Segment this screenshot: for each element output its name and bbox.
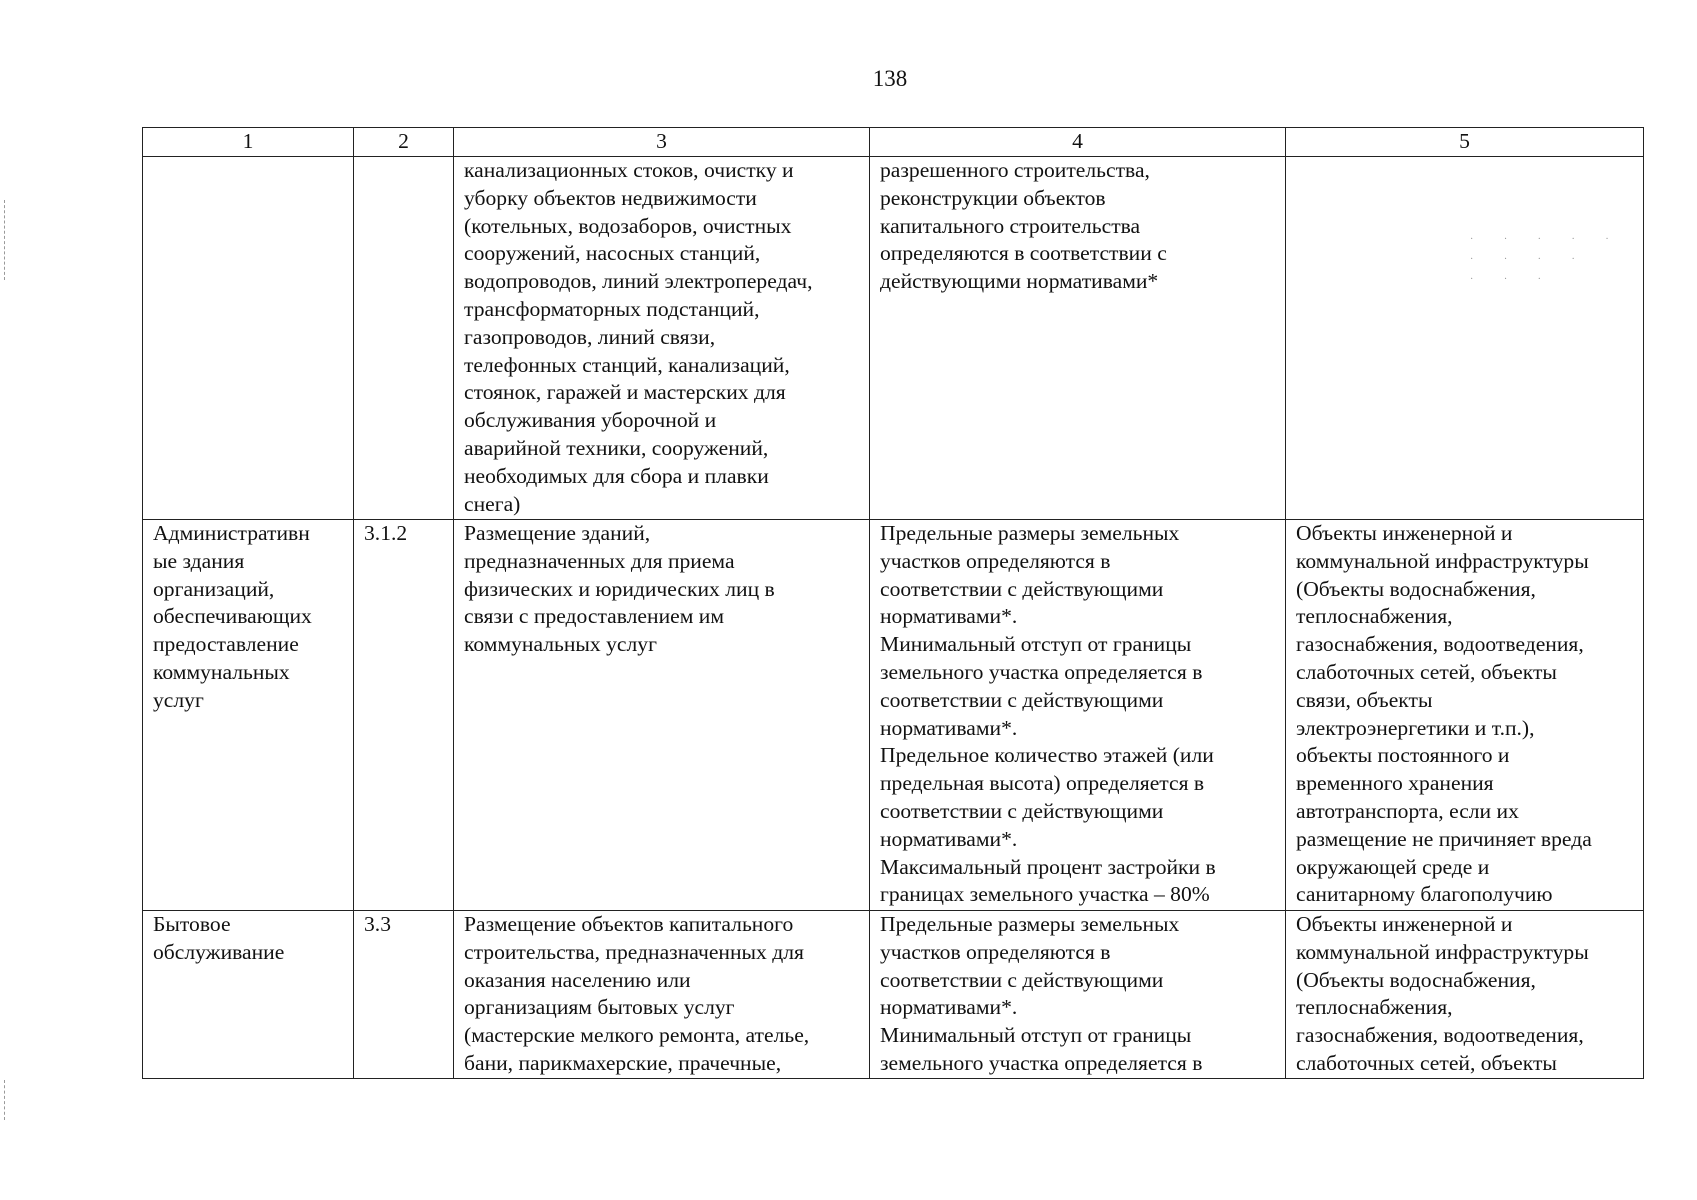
cell-text-line: организациям бытовых услуг bbox=[464, 995, 735, 1020]
cell-text-line: Минимальный отступ от границы bbox=[880, 632, 1192, 657]
cell-description bbox=[454, 911, 870, 1079]
cell-text-line: Максимальный процент застройки в bbox=[880, 854, 1216, 879]
cell-description bbox=[454, 157, 870, 520]
cell-text-line: обслуживание bbox=[153, 939, 285, 964]
header-col-3: 3 bbox=[454, 128, 870, 157]
cell-text-line: (Объекты водоснабжения, bbox=[1296, 576, 1536, 601]
cell-text-line: обеспечивающих bbox=[153, 604, 312, 629]
cell-text-line: связи с предоставлением им bbox=[464, 604, 724, 629]
cell-text-line: автотранспорта, если их bbox=[1296, 798, 1519, 823]
scan-speckles: · · · · · · · · · · · · bbox=[1470, 234, 1623, 285]
table-row bbox=[143, 157, 1644, 520]
header-col-4: 4 bbox=[870, 128, 1286, 157]
cell-auxiliary-uses bbox=[1286, 911, 1644, 1079]
cell-text-line: границах земельного участка – 80% bbox=[880, 882, 1210, 907]
cell-text-line: ые здания bbox=[153, 548, 245, 573]
cell-text-line: связи, объекты bbox=[1296, 687, 1433, 712]
header-col-1: 1 bbox=[143, 128, 354, 157]
cell-text-line: коммунальной инфраструктуры bbox=[1296, 939, 1589, 964]
cell-text-line: нормативами*. bbox=[880, 826, 1018, 851]
cell-text-line: организаций, bbox=[153, 576, 275, 601]
cell-text-line: канализационных стоков, очистку и bbox=[464, 158, 794, 182]
cell-text-line: теплоснабжения, bbox=[1296, 995, 1453, 1020]
cell-parameters bbox=[870, 911, 1286, 1079]
cell-text-line: соответствии с действующими bbox=[880, 967, 1164, 992]
cell-text-line: участков определяются в bbox=[880, 548, 1111, 573]
cell-text-line: объекты постоянного и bbox=[1296, 743, 1510, 768]
cell-text-line: Административн bbox=[153, 521, 310, 545]
cell-auxiliary-uses bbox=[1286, 520, 1644, 911]
zoning-table bbox=[142, 127, 1644, 1079]
cell-use-type bbox=[143, 911, 354, 1079]
header-col-5: 5 bbox=[1286, 128, 1644, 157]
cell-use-type bbox=[143, 157, 354, 520]
cell-text-line: электроэнергетики и т.п.), bbox=[1296, 715, 1535, 740]
cell-text-line: окружающей среде и bbox=[1296, 854, 1490, 879]
cell-text-line: нормативами*. bbox=[880, 604, 1018, 629]
cell-text-line: предоставление bbox=[153, 632, 299, 657]
cell-text-line: соответствии с действующими bbox=[880, 576, 1164, 601]
cell-text-line: необходимых для сбора и плавки bbox=[464, 463, 769, 488]
cell-text-line: оказания населению или bbox=[464, 967, 691, 992]
cell-text-line: слаботочных сетей, объекты bbox=[1296, 1050, 1557, 1075]
cell-text-line: разрешенного строительства, bbox=[880, 158, 1150, 182]
cell-text-line: Предельные размеры земельных bbox=[880, 521, 1180, 545]
cell-text-line: нормативами*. bbox=[880, 715, 1018, 740]
cell-text-line: земельного участка определяется в bbox=[880, 659, 1203, 684]
cell-text-line: Минимальный отступ от границы bbox=[880, 1023, 1192, 1048]
cell-text-line: услуг bbox=[153, 687, 204, 712]
cell-text-line: 3.3 bbox=[364, 912, 391, 936]
cell-text-line: соответствии с действующими bbox=[880, 798, 1164, 823]
cell-text-line: Объекты инженерной и bbox=[1296, 912, 1513, 936]
cell-text-line: санитарному благополучию bbox=[1296, 882, 1553, 907]
cell-text-line: обслуживания уборочной и bbox=[464, 408, 717, 433]
cell-description bbox=[454, 520, 870, 911]
cell-text-line: предназначенных для приема bbox=[464, 548, 735, 573]
cell-text-line: газоснабжения, водоотведения, bbox=[1296, 632, 1584, 657]
cell-text-line: слаботочных сетей, объекты bbox=[1296, 659, 1557, 684]
cell-text-line: газопроводов, линий связи, bbox=[464, 324, 716, 349]
cell-text-line: газоснабжения, водоотведения, bbox=[1296, 1023, 1584, 1048]
cell-text-line: стоянок, гаражей и мастерских для bbox=[464, 380, 786, 405]
cell-text-line: участков определяются в bbox=[880, 939, 1111, 964]
table-row bbox=[143, 911, 1644, 1079]
cell-text-line: телефонных станций, канализаций, bbox=[464, 352, 790, 377]
cell-text-line: 3.1.2 bbox=[364, 521, 408, 545]
cell-auxiliary-uses bbox=[1286, 157, 1644, 520]
cell-text-line: капитального строительства bbox=[880, 213, 1141, 238]
cell-text-line: строительства, предназначенных для bbox=[464, 939, 804, 964]
cell-text-line: нормативами*. bbox=[880, 995, 1018, 1020]
cell-text-line: действующими нормативами* bbox=[880, 269, 1159, 294]
cell-text-line: (мастерские мелкого ремонта, ателье, bbox=[464, 1023, 810, 1048]
cell-code bbox=[354, 157, 454, 520]
cell-text-line: трансформаторных подстанций, bbox=[464, 296, 760, 321]
table-row bbox=[143, 520, 1644, 911]
cell-text-line: Предельные размеры земельных bbox=[880, 912, 1180, 936]
cell-text-line: (Объекты водоснабжения, bbox=[1296, 967, 1536, 992]
cell-text-line: коммунальных bbox=[153, 659, 290, 684]
cell-text-line: Размещение зданий, bbox=[464, 521, 651, 545]
page-number: 138 bbox=[872, 66, 908, 91]
cell-text-line: бани, парикмахерские, прачечные, bbox=[464, 1050, 782, 1075]
cell-text-line: водопроводов, линий электропередач, bbox=[464, 269, 813, 294]
cell-text-line: размещение не причиняет вреда bbox=[1296, 826, 1592, 851]
cell-text-line: Размещение объектов капитального bbox=[464, 912, 794, 936]
cell-text-line: предельная высота) определяется в bbox=[880, 771, 1205, 796]
cell-text-line: временного хранения bbox=[1296, 771, 1494, 796]
header-col-2: 2 bbox=[354, 128, 454, 157]
cell-code bbox=[354, 520, 454, 911]
cell-text-line: коммунальных услуг bbox=[464, 632, 657, 657]
cell-text-line: Бытовое bbox=[153, 912, 231, 936]
cell-text-line: определяются в соответствии с bbox=[880, 241, 1167, 266]
cell-text-line: Объекты инженерной и bbox=[1296, 521, 1513, 545]
cell-text-line: соответствии с действующими bbox=[880, 687, 1164, 712]
cell-text-line: (котельных, водозаборов, очистных bbox=[464, 213, 792, 238]
cell-text-line: сооружений, насосных станций, bbox=[464, 241, 761, 266]
cell-text-line: уборку объектов недвижимости bbox=[464, 185, 757, 210]
table-header-row bbox=[143, 128, 1644, 157]
cell-text-line: Предельное количество этажей (или bbox=[880, 743, 1214, 768]
cell-use-type bbox=[143, 520, 354, 911]
cell-text-line: теплоснабжения, bbox=[1296, 604, 1453, 629]
cell-text-line: снега) bbox=[464, 491, 521, 516]
cell-text-line: физических и юридических лиц в bbox=[464, 576, 775, 601]
cell-text-line: коммунальной инфраструктуры bbox=[1296, 548, 1589, 573]
scan-margin-mark bbox=[4, 200, 11, 280]
cell-parameters bbox=[870, 157, 1286, 520]
cell-text-line: реконструкции объектов bbox=[880, 185, 1106, 210]
cell-parameters bbox=[870, 520, 1286, 911]
cell-text-line: земельного участка определяется в bbox=[880, 1050, 1203, 1075]
cell-code bbox=[354, 911, 454, 1079]
scan-margin-mark bbox=[4, 1080, 11, 1120]
cell-text-line: аварийной техники, сооружений, bbox=[464, 435, 769, 460]
